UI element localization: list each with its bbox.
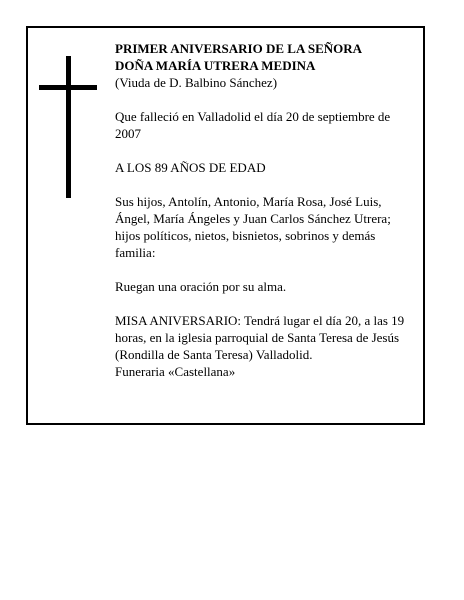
family-paragraph: Sus hijos, Antolín, Antonio, María Rosa, José Luis, Ángel, María Ángeles y Juan Carlos Sánchez Utrera; hijos políticos, nietos, bisnietos, sobrinos y demás familia: — [115, 194, 391, 260]
death-info: Que falleció en Valladolid el día 20 de septiembre de 2007 — [115, 109, 391, 141]
notice-text — [115, 40, 411, 380]
widow-note: (Viuda de D. Balbino Sánchez) — [115, 75, 278, 90]
age-line: A LOS 89 AÑOS DE EDAD — [115, 160, 266, 175]
cross-horizontal-bar — [39, 85, 97, 90]
title-line-1: PRIMER ANIVERSARIO DE LA SEÑORA — [115, 41, 363, 56]
cross-vertical-bar — [66, 56, 71, 198]
mass-info: MISA ANIVERSARIO: Tendrá lugar el día 20, a las 19 horas, en la iglesia parroquial de Santa Teresa de Jesús (Rondilla de Santa Teresa) Valladolid. — [115, 313, 405, 362]
cross-icon — [39, 56, 97, 198]
prayer-request: Ruegan una oración por su alma. — [115, 279, 287, 294]
funeral-home: Funeraria «Castellana» — [115, 364, 236, 379]
obituary-notice — [26, 26, 425, 425]
title-line-2: DOÑA MARÍA UTRERA MEDINA — [115, 58, 316, 73]
